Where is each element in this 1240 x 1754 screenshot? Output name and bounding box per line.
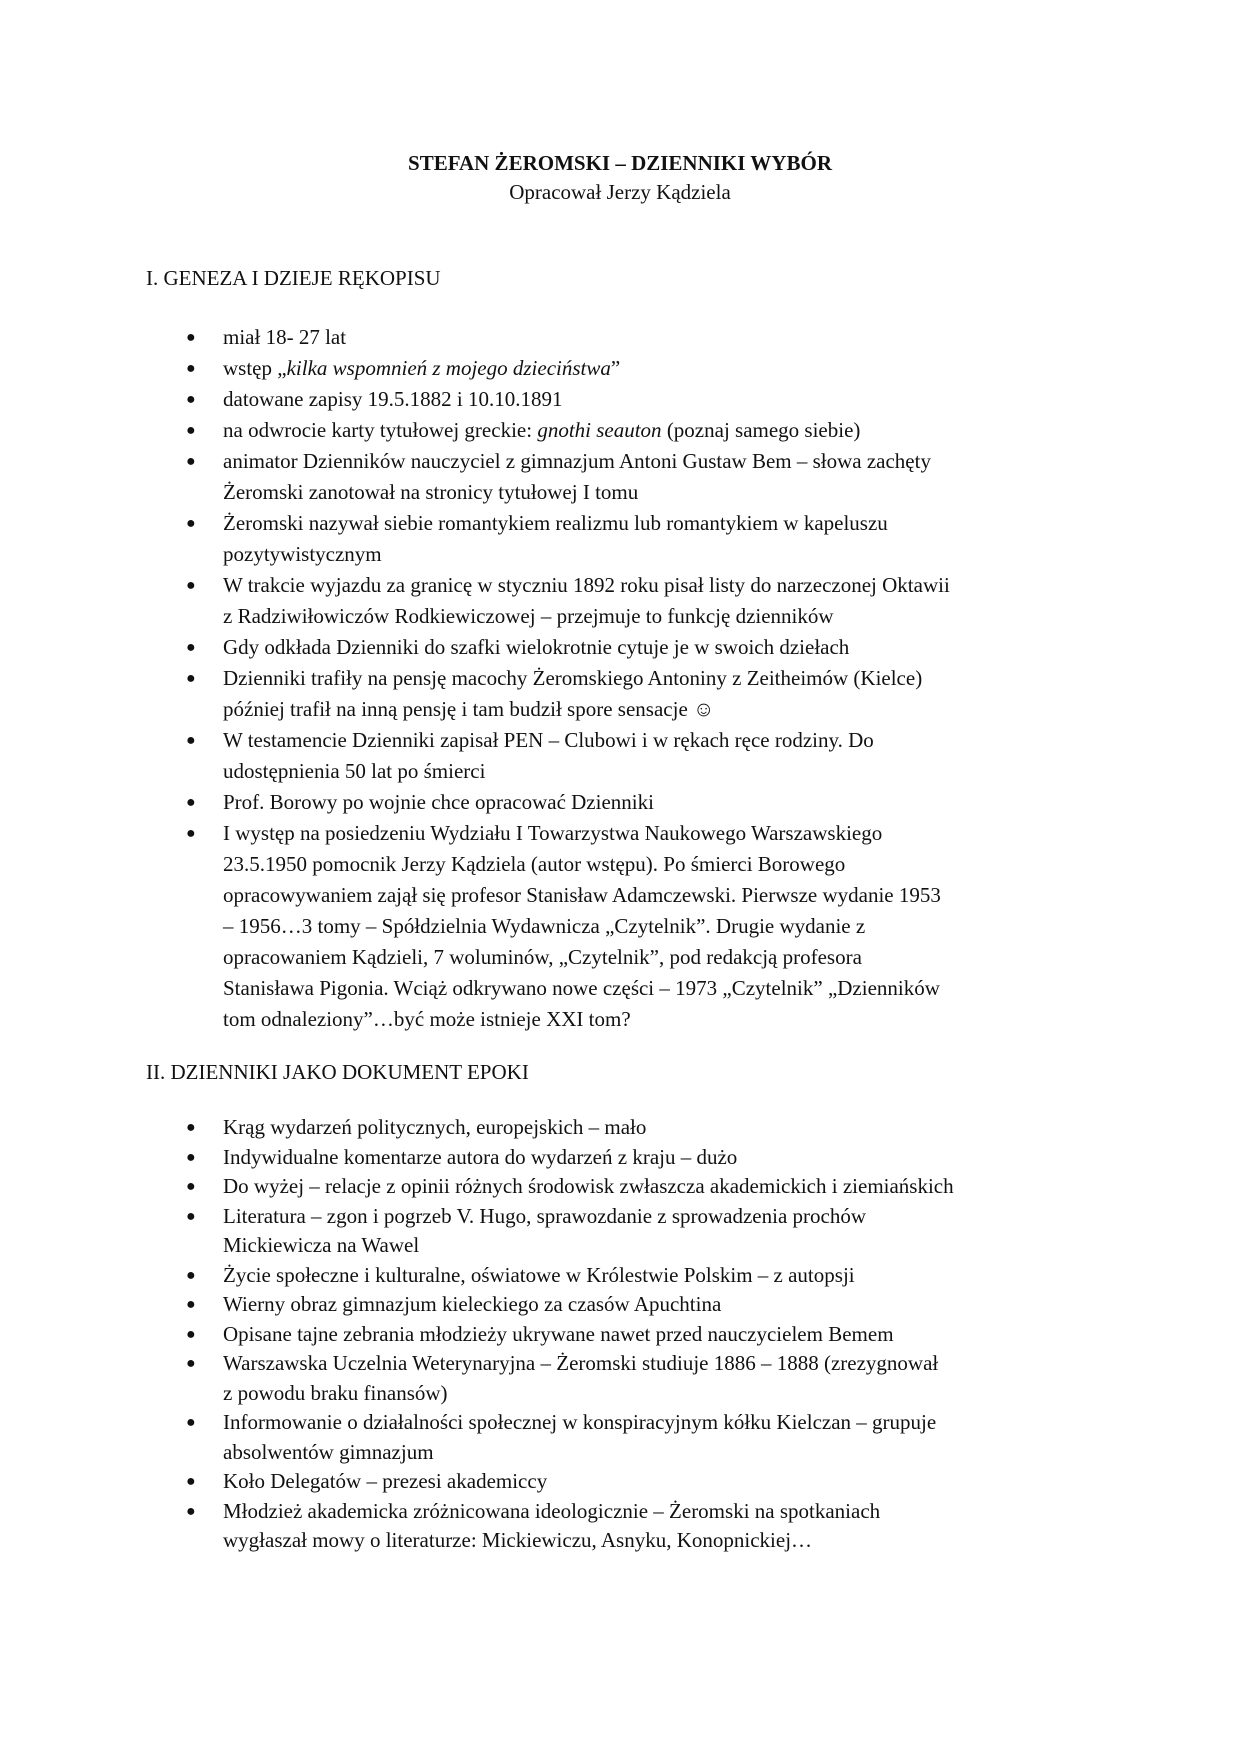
text: pozytywistycznym	[223, 542, 382, 566]
text: Indywidualne komentarze autora do wydarzeń z kraju – dużo	[223, 1144, 738, 1169]
list-item-line	[0, 849, 1240, 880]
bullet-icon: ●	[186, 794, 196, 811]
text: Koło Delegatów – prezesi akademiccy	[223, 1469, 548, 1493]
bullet-icon: ●	[186, 670, 196, 687]
text: (poznaj samego siebie)	[661, 418, 861, 442]
text: W trakcie wyjazdu za granicę w styczniu 1892 roku pisał listy do narzeczonej Oktawii	[223, 573, 950, 597]
bullet-icon: ●	[186, 453, 196, 470]
list-item-line	[0, 539, 1240, 570]
list-item	[0, 322, 1240, 353]
text: I występ na posiedzeniu Wydziału I Towarzystwa Naukowego Warszawskiego	[223, 821, 883, 845]
list-item-line	[0, 477, 1240, 508]
text: W testamencie Dzienniki zapisał PEN – Clubowi i w rękach ręce rodziny. Do	[223, 728, 874, 752]
text: animator Dzienników nauczyciel z gimnazjum Antoni Gustaw Bem – słowa zachęty	[223, 449, 931, 473]
list-item	[0, 1261, 1240, 1291]
list-item-line	[0, 756, 1240, 787]
text: miał 18- 27 lat	[223, 325, 347, 349]
text: Prof. Borowy po wojnie chce opracować Dzienniki	[223, 790, 654, 814]
list-item	[0, 1408, 1240, 1467]
text: Literatura – zgon i pogrzeb V. Hugo, sprawozdanie z sprowadzenia prochów	[223, 1203, 867, 1228]
list-item-line	[0, 911, 1240, 942]
text: na odwrocie karty tytułowej greckie:	[223, 418, 538, 442]
list-item-line	[0, 1438, 1240, 1468]
text: opracowaniem Kądzieli, 7 woluminów, „Czytelnik”, pod redakcją profesora	[223, 945, 862, 969]
document-title: STEFAN ŻEROMSKI – DZIENNIKI WYBÓR	[408, 151, 832, 175]
list-item	[0, 384, 1240, 415]
list-item-line	[0, 601, 1240, 632]
list-item	[0, 1349, 1240, 1408]
list-item-line	[0, 1231, 1240, 1261]
document-subtitle: Opracował Jerzy Kądziela	[509, 180, 731, 204]
bullet-icon: ●	[186, 1148, 196, 1166]
list-item-line	[0, 1004, 1240, 1035]
list-item-line	[0, 973, 1240, 1004]
section-heading-2: II. DZIENNIKI JAKO DOKUMENT EPOKI	[146, 1060, 529, 1084]
list-item	[0, 1290, 1240, 1320]
list-item	[0, 508, 1240, 570]
bullet-icon: ●	[186, 422, 196, 439]
text: Wierny obraz gimnazjum kieleckiego za czasów Apuchtina	[223, 1292, 722, 1316]
italic-text: kilka wspomnień z mojego dzieciństwa	[286, 356, 611, 380]
list-item	[0, 1202, 1240, 1261]
text: Młodzież akademicka zróżnicowana ideologicznie – Żeromski na spotkaniach	[223, 1498, 881, 1523]
list-item-line	[0, 880, 1240, 911]
bullet-icon: ●	[186, 825, 196, 842]
list-item	[0, 663, 1240, 725]
text: Do wyżej – relacje z opinii różnych środowisk zwłaszcza akademickich i ziemiańskich	[223, 1174, 954, 1198]
list-item	[0, 787, 1240, 818]
text: Warszawska Uczelnia Weterynaryjna – Żeromski studiuje 1886 – 1888 (zrezygnował	[223, 1351, 939, 1375]
text: Żeromski nazywał siebie romantykiem realizmu lub romantykiem w kapeluszu	[223, 511, 888, 535]
bullet-icon: ●	[186, 360, 196, 377]
bullet-icon: ●	[186, 329, 196, 346]
bullet-icon: ●	[186, 639, 196, 656]
list-item	[0, 1320, 1240, 1350]
bullet-icon: ●	[186, 1502, 196, 1520]
text: ”	[610, 356, 621, 380]
bullet-icon: ●	[186, 391, 196, 408]
list-item	[0, 415, 1240, 446]
bullet-icon: ●	[186, 1178, 196, 1195]
list-item-line	[0, 942, 1240, 973]
bullet-icon: ●	[186, 1296, 196, 1313]
text: absolwentów gimnazjum	[223, 1439, 434, 1464]
text: wygłaszał mowy o literaturze: Mickiewiczu, Asnyku, Konopnickiej…	[223, 1528, 813, 1552]
section-heading-1: I. GENEZA I DZIEJE RĘKOPISU	[146, 266, 441, 290]
list-item	[0, 818, 1240, 1035]
text: tom odnaleziony”…być może istnieje XXI tom?	[223, 1007, 631, 1031]
bullet-icon: ●	[186, 515, 196, 532]
list-item	[0, 1172, 1240, 1202]
bullet-icon: ●	[186, 1266, 196, 1284]
list-item-line	[0, 1526, 1240, 1556]
text: Opisane tajne zebrania młodzieży ukrywane nawet przed nauczycielem Bemem	[223, 1321, 894, 1346]
list-item	[0, 725, 1240, 787]
bullet-icon: ●	[186, 1207, 196, 1225]
text: Informowanie o działalności społecznej w konspiracyjnym kółku Kielczan – grupuje	[223, 1410, 937, 1434]
bullet-icon: ●	[186, 1119, 196, 1136]
list-item	[0, 353, 1240, 384]
bullet-icon: ●	[186, 1325, 196, 1343]
text: Mickiewicza na Wawel	[223, 1233, 420, 1257]
text: 23.5.1950 pomocnik Jerzy Kądziela (autor wstępu). Po śmierci Borowego	[223, 852, 846, 876]
list-item	[0, 1467, 1240, 1497]
italic-text: gnothi seauton	[537, 418, 662, 442]
text: Krąg wydarzeń politycznych, europejskich – mało	[223, 1115, 647, 1139]
text: z Radziwiłowiczów Rodkiewiczowej – przejmuje to funkcję dzienników	[223, 604, 834, 628]
bullet-icon: ●	[186, 577, 196, 594]
text: datowane zapisy 19.5.1882 i 10.10.1891	[223, 387, 563, 411]
text: z powodu braku finansów)	[223, 1380, 448, 1405]
text: Życie społeczne i kulturalne, oświatowe w Królestwie Polskim – z autopsji	[223, 1262, 855, 1287]
list-item	[0, 446, 1240, 508]
list-item	[0, 570, 1240, 632]
text: Stanisława Pigonia. Wciąż odkrywano nowe części – 1973 „Czytelnik” „Dzienników	[223, 976, 940, 1000]
bullet-icon: ●	[186, 1414, 196, 1431]
bullet-icon: ●	[186, 1355, 196, 1372]
bullet-list-2	[0, 1113, 1240, 1556]
list-item	[0, 1113, 1240, 1143]
text: – 1956…3 tomy – Spółdzielnia Wydawnicza „Czytelnik”. Drugie wydanie z	[223, 914, 866, 938]
text: opracowywaniem zajął się profesor Stanisław Adamczewski. Pierwsze wydanie 1953	[223, 883, 941, 907]
text: Żeromski zanotował na stronicy tytułowej I tomu	[223, 480, 639, 504]
text: wstęp „	[223, 356, 287, 380]
bullet-icon: ●	[186, 732, 196, 749]
bullet-list-1	[0, 322, 1240, 1035]
bullet-icon: ●	[186, 1473, 196, 1490]
text: Dzienniki trafiły na pensję macochy Żeromskiego Antoniny z Zeitheimów (Kielce)	[223, 666, 923, 690]
list-item	[0, 1143, 1240, 1173]
text: Gdy odkłada Dzienniki do szafki wielokrotnie cytuje je w swoich dziełach	[223, 635, 850, 659]
text: udostępnienia 50 lat po śmierci	[223, 759, 486, 783]
list-item	[0, 1497, 1240, 1556]
list-item	[0, 632, 1240, 663]
text: później trafił na inną pensję i tam budził spore sensacje ☺	[223, 697, 715, 721]
list-item-line	[0, 1379, 1240, 1409]
list-item-line	[0, 694, 1240, 725]
